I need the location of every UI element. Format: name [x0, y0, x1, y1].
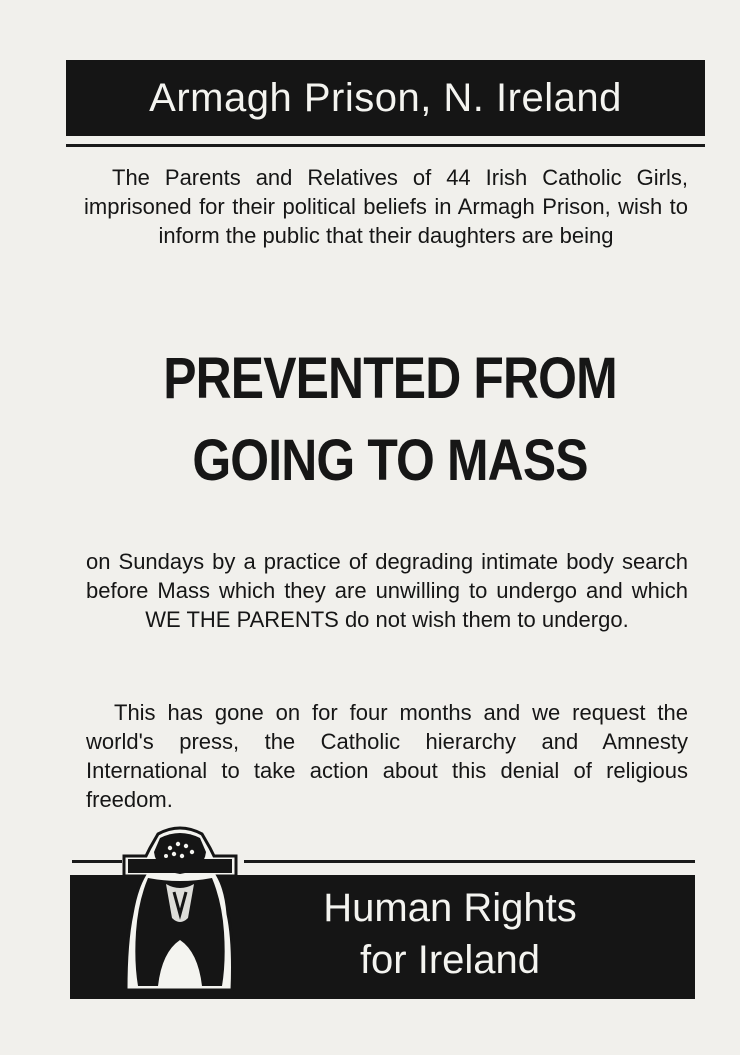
hooded-figure-icon: [118, 822, 242, 994]
headline-line-2: GOING TO MASS: [192, 428, 588, 493]
body-paragraph-2: This has gone on for four months and we request the world's press, the Catholic hierarchy and Amnesty International to take action about this denial of religious freedom.: [86, 700, 688, 812]
footer-title-line-2: for Ireland: [359, 938, 541, 982]
intro-paragraph: The Parents and Relatives of 44 Irish Catholic Girls, imprisoned for their political beliefs in Armagh Prison, wish to inform the public that their daughters are being: [84, 165, 688, 248]
body-paragraph-1: on Sundays by a practice of degrading intimate body search before Mass which they are unwilling to undergo and which WE THE PARENTS do not wish them to undergo.: [86, 549, 688, 632]
headline: [106, 338, 674, 502]
headline-line-1: PREVENTED FROM: [163, 346, 617, 411]
header-title: Armagh Prison, N. Ireland: [149, 75, 622, 120]
footer-title-line-1: Human Rights: [323, 886, 577, 930]
header-banner: [66, 60, 705, 136]
footer-title: [260, 882, 640, 986]
footer-divider-right: [244, 860, 695, 863]
header-divider: [66, 144, 705, 147]
footer-divider-left: [72, 860, 122, 863]
